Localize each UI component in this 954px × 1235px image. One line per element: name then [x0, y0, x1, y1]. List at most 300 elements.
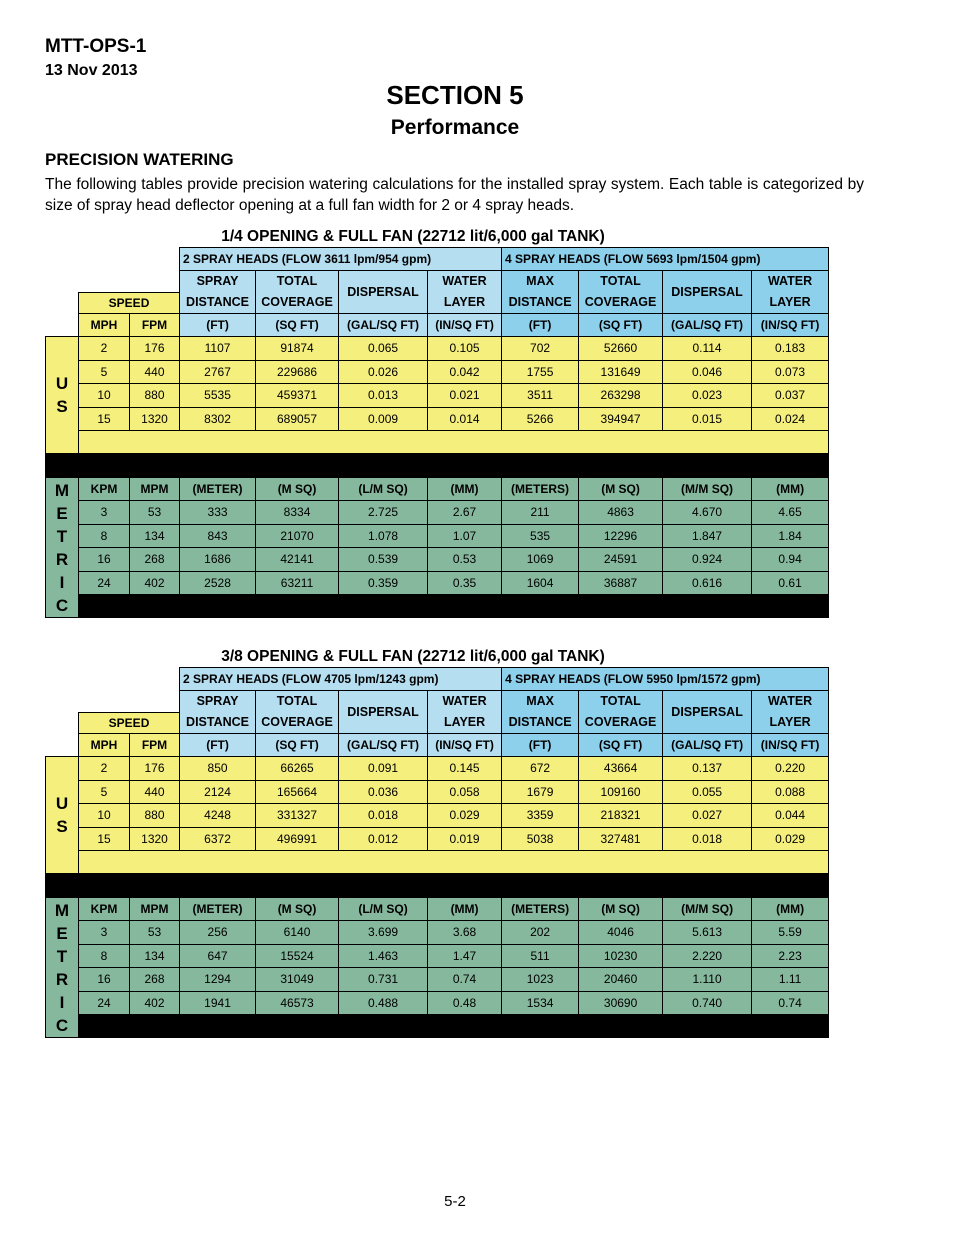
data-cell: 511 — [502, 944, 579, 968]
data-cell: 3.68 — [428, 921, 502, 945]
column-header-line: COVERAGE — [261, 295, 333, 309]
table-row — [46, 571, 829, 595]
column-header-line: DISTANCE — [508, 295, 572, 309]
data-cell: 134 — [130, 944, 180, 968]
data-cell: 6140 — [256, 921, 339, 945]
data-cell: 440 — [130, 780, 180, 804]
metric-unit-header: MPM — [130, 478, 180, 501]
data-cell: 0.029 — [428, 804, 502, 828]
metric-unit-header: (MM) — [428, 478, 502, 501]
data-cell: 24 — [79, 991, 130, 1015]
column-header-line: SPRAY — [196, 694, 239, 708]
data-cell: 459371 — [256, 384, 339, 408]
us-unit-header: (IN/SQ FT) — [428, 314, 502, 337]
data-cell: 0.94 — [752, 548, 829, 572]
data-cell: 0.616 — [663, 571, 752, 595]
table-row — [46, 968, 829, 992]
data-cell: 3 — [79, 921, 130, 945]
speed-header: SPEED — [79, 712, 180, 734]
data-cell: 109160 — [579, 780, 663, 804]
column-header-line: DISPERSAL — [671, 284, 743, 299]
data-cell: 394947 — [579, 407, 663, 431]
data-cell: 1107 — [180, 337, 256, 361]
data-cell: 0.014 — [428, 407, 502, 431]
column-header — [752, 271, 829, 314]
data-cell: 333 — [180, 501, 256, 525]
data-cell: 496991 — [256, 827, 339, 851]
data-cell: 0.488 — [339, 991, 428, 1015]
data-cell: 2124 — [180, 780, 256, 804]
side-letter: R — [55, 969, 69, 989]
us-unit-header: (SQ FT) — [579, 314, 663, 337]
data-cell: 15 — [79, 827, 130, 851]
column-header-line: LAYER — [769, 295, 811, 309]
data-cell: 0.013 — [339, 384, 428, 408]
column-header-line: MAX — [526, 274, 554, 288]
performance-table — [45, 667, 829, 1038]
data-cell: 843 — [180, 524, 256, 548]
data-cell: 63211 — [256, 571, 339, 595]
column-header-line: WATER — [767, 274, 813, 288]
us-unit-header: (IN/SQ FT) — [752, 734, 829, 757]
us-unit-header: MPH — [79, 734, 130, 757]
table-row — [46, 757, 829, 781]
data-cell: 1.11 — [752, 968, 829, 992]
column-header — [663, 271, 752, 314]
data-cell: 16 — [79, 548, 130, 572]
data-cell: 2.23 — [752, 944, 829, 968]
table-row — [46, 501, 829, 525]
column-header-line: TOTAL — [276, 274, 318, 288]
data-cell: 134 — [130, 524, 180, 548]
column-header — [180, 271, 256, 314]
column-header-line: TOTAL — [600, 694, 641, 708]
data-cell: 0.058 — [428, 780, 502, 804]
data-cell: 1755 — [502, 360, 579, 384]
metric-unit-header: (M SQ) — [579, 898, 663, 921]
us-spacer — [79, 431, 829, 454]
data-cell: 647 — [180, 944, 256, 968]
data-cell: 327481 — [579, 827, 663, 851]
column-header-line: TOTAL — [276, 694, 318, 708]
column-header-line: DISPERSAL — [347, 704, 419, 719]
data-cell: 1.07 — [428, 524, 502, 548]
data-cell: 1294 — [180, 968, 256, 992]
column-header — [339, 691, 428, 734]
data-cell: 10 — [79, 804, 130, 828]
data-cell: 0.037 — [752, 384, 829, 408]
data-cell: 1.847 — [663, 524, 752, 548]
data-cell: 30690 — [579, 991, 663, 1015]
section-subtitle: Performance — [390, 116, 520, 139]
column-header-line: DISPERSAL — [347, 284, 419, 299]
data-cell: 0.009 — [339, 407, 428, 431]
data-cell: 2 — [79, 337, 130, 361]
data-cell: 53 — [130, 501, 180, 525]
data-cell: 331327 — [256, 804, 339, 828]
metric-unit-header: (M SQ) — [579, 478, 663, 501]
data-cell: 3511 — [502, 384, 579, 408]
data-cell: 256 — [180, 921, 256, 945]
blank-corner — [46, 734, 79, 757]
data-cell: 0.018 — [339, 804, 428, 828]
data-cell: 4.65 — [752, 501, 829, 525]
data-cell: 202 — [502, 921, 579, 945]
metric-unit-header: (MM) — [428, 898, 502, 921]
data-cell: 0.220 — [752, 757, 829, 781]
column-header-line: TOTAL — [600, 274, 641, 288]
data-cell: 211 — [502, 501, 579, 525]
data-cell: 165664 — [256, 780, 339, 804]
data-cell: 46573 — [256, 991, 339, 1015]
data-cell: 880 — [130, 804, 180, 828]
data-cell: 42141 — [256, 548, 339, 572]
data-cell: 1320 — [130, 827, 180, 851]
us-unit-header: (IN/SQ FT) — [428, 734, 502, 757]
metric-unit-header: (M SQ) — [256, 898, 339, 921]
us-unit-header: (IN/SQ FT) — [752, 314, 829, 337]
us-side-label — [46, 337, 79, 454]
data-cell: 24591 — [579, 548, 663, 572]
column-header-line: WATER — [767, 694, 813, 708]
data-cell: 5535 — [180, 384, 256, 408]
data-cell: 1.110 — [663, 968, 752, 992]
data-cell: 176 — [130, 757, 180, 781]
metric-side-label — [46, 898, 79, 1038]
metric-unit-header: (MM) — [752, 478, 829, 501]
data-cell: 15 — [79, 407, 130, 431]
data-cell: 4863 — [579, 501, 663, 525]
column-header-line: SPRAY — [196, 274, 239, 288]
table-row — [46, 407, 829, 431]
column-header-line: LAYER — [443, 715, 486, 729]
data-cell: 1679 — [502, 780, 579, 804]
data-cell: 672 — [502, 757, 579, 781]
column-header-line: COVERAGE — [584, 715, 657, 729]
side-letter: T — [56, 946, 68, 966]
table-row — [46, 991, 829, 1015]
column-header-line: DISTANCE — [186, 715, 250, 729]
data-cell: 36887 — [579, 571, 663, 595]
us-unit-header: (SQ FT) — [579, 734, 663, 757]
metric-unit-header: KPM — [79, 478, 130, 501]
table-row — [46, 944, 829, 968]
doc-date: 13 Nov 2013 — [45, 62, 138, 79]
separator-bar — [46, 454, 829, 478]
side-letter: E — [56, 923, 68, 943]
blank-corner — [46, 314, 79, 337]
data-cell: 4248 — [180, 804, 256, 828]
intro-paragraph: The following tables provide precision watering calculations for the installed spray system. Each table is categorized by size of spray head deflector opening at a full fan width for 2 or 4 spray heads. — [45, 176, 864, 214]
data-cell: 31049 — [256, 968, 339, 992]
metric-unit-header: (L/M SQ) — [339, 478, 428, 501]
data-cell: 402 — [130, 991, 180, 1015]
column-header — [579, 691, 663, 734]
group-2-spray-heads: 2 SPRAY HEADS (FLOW 3611 lpm/954 gpm) — [180, 248, 502, 271]
data-cell: 0.046 — [663, 360, 752, 384]
column-header-line: COVERAGE — [584, 295, 657, 309]
column-header — [256, 271, 339, 314]
column-header-line: LAYER — [769, 715, 811, 729]
data-cell: 5 — [79, 360, 130, 384]
us-unit-header: (FT) — [180, 734, 256, 757]
data-cell: 5 — [79, 780, 130, 804]
data-cell: 2 — [79, 757, 130, 781]
doc-id: MTT-OPS-1 — [45, 36, 147, 57]
side-letter: U — [55, 794, 69, 813]
metric-unit-header: (MM) — [752, 898, 829, 921]
data-cell: 535 — [502, 524, 579, 548]
data-cell: 2.725 — [339, 501, 428, 525]
table-row — [46, 827, 829, 851]
data-cell: 0.48 — [428, 991, 502, 1015]
data-cell: 440 — [130, 360, 180, 384]
table-row — [46, 360, 829, 384]
data-cell: 15524 — [256, 944, 339, 968]
data-cell: 0.088 — [752, 780, 829, 804]
metric-unit-header: (METERS) — [502, 898, 579, 921]
metric-unit-header: (L/M SQ) — [339, 898, 428, 921]
metric-unit-header: KPM — [79, 898, 130, 921]
data-cell: 8334 — [256, 501, 339, 525]
precision-watering-heading: PRECISION WATERING — [45, 150, 234, 169]
data-cell: 24 — [79, 571, 130, 595]
data-cell: 0.044 — [752, 804, 829, 828]
column-header — [579, 271, 663, 314]
data-cell: 0.024 — [752, 407, 829, 431]
side-letter: C — [55, 1015, 69, 1035]
us-unit-header: (SQ FT) — [256, 734, 339, 757]
blank-corner — [46, 712, 79, 734]
us-spacer — [79, 851, 829, 874]
side-letter: M — [54, 900, 70, 920]
column-header — [180, 691, 256, 734]
data-cell: 52660 — [579, 337, 663, 361]
group-2-spray-heads: 2 SPRAY HEADS (FLOW 4705 lpm/1243 gpm) — [180, 668, 502, 691]
data-cell: 1686 — [180, 548, 256, 572]
data-cell: 21070 — [256, 524, 339, 548]
blank-corner — [46, 668, 180, 713]
column-header — [428, 271, 502, 314]
data-cell: 0.731 — [339, 968, 428, 992]
bottom-bar — [79, 595, 829, 618]
data-cell: 1941 — [180, 991, 256, 1015]
data-cell: 268 — [130, 968, 180, 992]
data-cell: 20460 — [579, 968, 663, 992]
us-unit-header: (SQ FT) — [256, 314, 339, 337]
data-cell: 268 — [130, 548, 180, 572]
data-cell: 8302 — [180, 407, 256, 431]
data-cell: 16 — [79, 968, 130, 992]
column-header — [256, 691, 339, 734]
metric-unit-header: (METERS) — [502, 478, 579, 501]
metric-unit-header: (M/M SQ) — [663, 478, 752, 501]
data-cell: 3.699 — [339, 921, 428, 945]
us-unit-header: (FT) — [502, 734, 579, 757]
column-header-line: MAX — [526, 694, 554, 708]
data-cell: 0.018 — [663, 827, 752, 851]
data-cell: 3359 — [502, 804, 579, 828]
data-cell: 43664 — [579, 757, 663, 781]
column-header-line: DISPERSAL — [671, 704, 743, 719]
data-cell: 66265 — [256, 757, 339, 781]
side-letter: I — [59, 572, 65, 592]
column-header-line: LAYER — [443, 295, 486, 309]
data-cell: 131649 — [579, 360, 663, 384]
table-title: 3/8 OPENING & FULL FAN (22712 lit/6,000 gal TANK) — [221, 648, 605, 665]
us-unit-header: (FT) — [502, 314, 579, 337]
separator-bar — [46, 874, 829, 898]
data-cell: 0.145 — [428, 757, 502, 781]
bottom-bar — [79, 1015, 829, 1038]
data-cell: 0.012 — [339, 827, 428, 851]
side-letter: I — [59, 992, 65, 1012]
data-cell: 0.74 — [752, 991, 829, 1015]
column-header — [428, 691, 502, 734]
data-cell: 0.740 — [663, 991, 752, 1015]
metric-unit-header: (M/M SQ) — [663, 898, 752, 921]
data-cell: 4046 — [579, 921, 663, 945]
data-cell: 8 — [79, 524, 130, 548]
us-unit-header: FPM — [130, 314, 180, 337]
data-cell: 0.021 — [428, 384, 502, 408]
data-cell: 0.091 — [339, 757, 428, 781]
column-header — [752, 691, 829, 734]
data-cell: 0.114 — [663, 337, 752, 361]
column-header — [339, 271, 428, 314]
data-cell: 2.67 — [428, 501, 502, 525]
data-cell: 263298 — [579, 384, 663, 408]
metric-unit-header: (METER) — [180, 478, 256, 501]
data-cell: 0.183 — [752, 337, 829, 361]
us-unit-header: (GAL/SQ FT) — [339, 314, 428, 337]
column-header-line: DISTANCE — [508, 715, 572, 729]
data-cell: 1069 — [502, 548, 579, 572]
metric-unit-header: (M SQ) — [256, 478, 339, 501]
group-4-spray-heads: 4 SPRAY HEADS (FLOW 5950 lpm/1572 gpm) — [502, 668, 829, 691]
data-cell: 2767 — [180, 360, 256, 384]
data-cell: 0.105 — [428, 337, 502, 361]
data-cell: 0.065 — [339, 337, 428, 361]
data-cell: 0.137 — [663, 757, 752, 781]
column-header-line: WATER — [442, 694, 487, 708]
data-cell: 0.015 — [663, 407, 752, 431]
data-cell: 10230 — [579, 944, 663, 968]
us-unit-header: FPM — [130, 734, 180, 757]
data-cell: 5038 — [502, 827, 579, 851]
data-cell: 6372 — [180, 827, 256, 851]
side-letter: S — [56, 817, 68, 836]
us-unit-header: MPH — [79, 314, 130, 337]
data-cell: 0.036 — [339, 780, 428, 804]
section-title: SECTION 5 — [386, 80, 524, 110]
table-row — [46, 337, 829, 361]
performance-table — [45, 247, 829, 618]
side-letter: S — [56, 397, 68, 416]
data-cell: 5.59 — [752, 921, 829, 945]
column-header — [663, 691, 752, 734]
us-side-label — [46, 757, 79, 874]
column-header — [502, 271, 579, 314]
data-cell: 0.359 — [339, 571, 428, 595]
side-letter: R — [55, 549, 69, 569]
data-cell: 689057 — [256, 407, 339, 431]
table-row — [46, 804, 829, 828]
data-cell: 1023 — [502, 968, 579, 992]
side-letter: U — [55, 374, 69, 393]
table-row — [46, 384, 829, 408]
page-number: 5-2 — [444, 1193, 466, 1210]
data-cell: 1.84 — [752, 524, 829, 548]
metric-unit-header: MPM — [130, 898, 180, 921]
data-cell: 0.055 — [663, 780, 752, 804]
data-cell: 1.078 — [339, 524, 428, 548]
speed-header: SPEED — [79, 292, 180, 314]
data-cell: 880 — [130, 384, 180, 408]
table-row — [46, 921, 829, 945]
data-cell: 91874 — [256, 337, 339, 361]
side-letter: T — [56, 526, 68, 546]
data-cell: 0.53 — [428, 548, 502, 572]
data-cell: 702 — [502, 337, 579, 361]
data-cell: 402 — [130, 571, 180, 595]
data-cell: 0.073 — [752, 360, 829, 384]
data-cell: 8 — [79, 944, 130, 968]
data-cell: 218321 — [579, 804, 663, 828]
data-cell: 1534 — [502, 991, 579, 1015]
table-row — [46, 548, 829, 572]
data-cell: 0.924 — [663, 548, 752, 572]
us-unit-header: (GAL/SQ FT) — [663, 734, 752, 757]
us-unit-header: (GAL/SQ FT) — [339, 734, 428, 757]
data-cell: 0.74 — [428, 968, 502, 992]
data-cell: 0.019 — [428, 827, 502, 851]
table-title: 1/4 OPENING & FULL FAN (22712 lit/6,000 gal TANK) — [221, 228, 605, 245]
data-cell: 5.613 — [663, 921, 752, 945]
data-cell: 12296 — [579, 524, 663, 548]
table-row — [46, 780, 829, 804]
data-cell: 53 — [130, 921, 180, 945]
us-unit-header: (FT) — [180, 314, 256, 337]
column-header-line: DISTANCE — [186, 295, 250, 309]
data-cell: 4.670 — [663, 501, 752, 525]
data-cell: 0.61 — [752, 571, 829, 595]
metric-unit-header: (METER) — [180, 898, 256, 921]
data-cell: 0.023 — [663, 384, 752, 408]
metric-side-label — [46, 478, 79, 618]
side-letter: C — [55, 595, 69, 615]
data-cell: 1320 — [130, 407, 180, 431]
blank-corner — [46, 292, 79, 314]
data-cell: 850 — [180, 757, 256, 781]
data-cell: 10 — [79, 384, 130, 408]
data-cell: 0.029 — [752, 827, 829, 851]
data-cell: 2.220 — [663, 944, 752, 968]
data-cell: 3 — [79, 501, 130, 525]
data-cell: 0.539 — [339, 548, 428, 572]
data-cell: 0.042 — [428, 360, 502, 384]
blank-corner — [46, 248, 180, 293]
data-cell: 5266 — [502, 407, 579, 431]
column-header-line: COVERAGE — [261, 715, 333, 729]
group-4-spray-heads: 4 SPRAY HEADS (FLOW 5693 lpm/1504 gpm) — [502, 248, 829, 271]
data-cell: 176 — [130, 337, 180, 361]
data-cell: 1604 — [502, 571, 579, 595]
data-cell: 0.35 — [428, 571, 502, 595]
column-header — [502, 691, 579, 734]
table-row — [46, 524, 829, 548]
side-letter: E — [56, 503, 68, 523]
